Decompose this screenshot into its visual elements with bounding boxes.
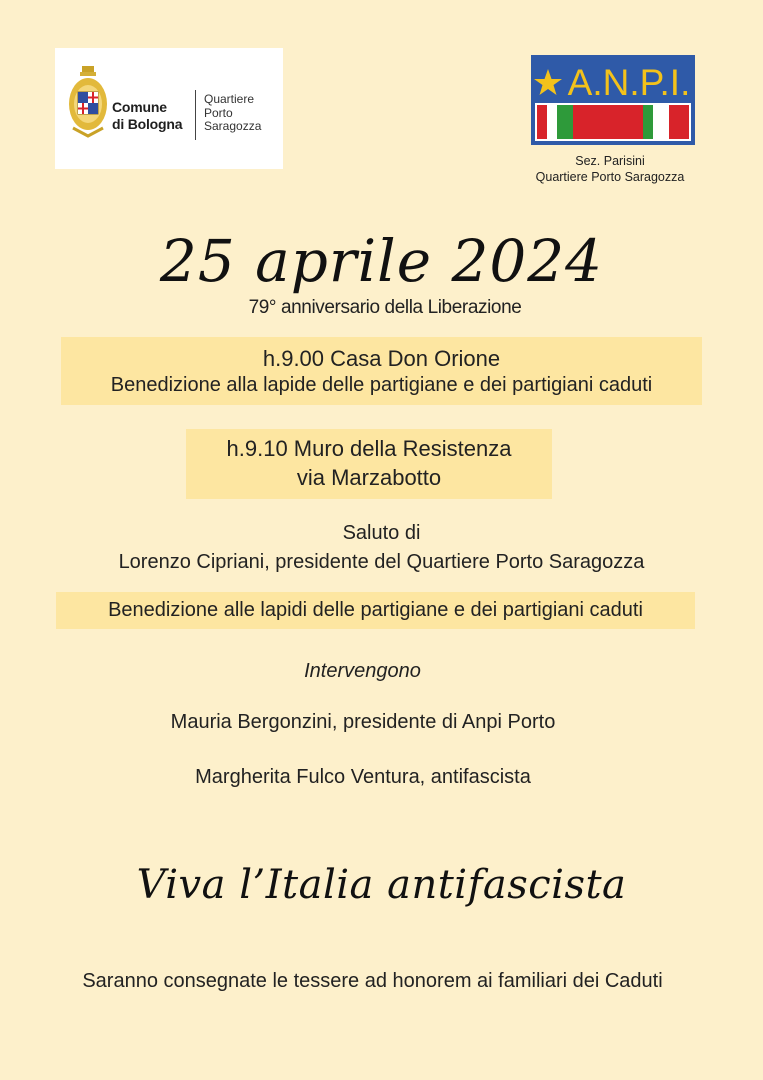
quartiere-name	[204, 93, 261, 134]
quartiere-line3: Saragozza	[204, 119, 262, 133]
event1-time-place: h.9.00 Casa Don Orione	[262, 346, 501, 371]
event-casa-don-orione	[61, 337, 702, 405]
anpi-caption	[500, 153, 720, 185]
event2-time-place: h.9.10 Muro della Resistenza	[226, 436, 512, 461]
anpi-section: Sez. Parisini	[575, 154, 645, 168]
bologna-crest-icon	[67, 64, 109, 140]
intervengono-heading: Intervengono	[304, 660, 421, 682]
saluto-heading: Saluto di	[342, 522, 421, 544]
comune-name	[112, 99, 182, 133]
anpi-quartiere: Quartiere Porto Saragozza	[535, 170, 685, 184]
comune-name-line1: Comune	[112, 99, 167, 115]
comune-name-line2: di Bologna	[112, 116, 183, 132]
event1-description: Benedizione alla lapide delle partigiane e dei partigiani caduti	[110, 374, 653, 396]
speaker-item: Mauria Bergonzini, presidente di Anpi Porto	[170, 711, 556, 733]
anpi-logo	[531, 55, 695, 145]
page-title: 25 aprile 2024	[159, 227, 604, 295]
comune-di-bologna-logo	[55, 48, 283, 169]
speaker-item: Margherita Fulco Ventura, antifascista	[195, 766, 531, 788]
anpi-logo-text: A.N.P.I.	[567, 62, 691, 103]
saluto-speaker: Lorenzo Cipriani, presidente del Quartiere Porto Saragozza	[118, 551, 645, 573]
event-muro-resistenza	[186, 429, 552, 499]
quartiere-line2: Porto	[204, 105, 233, 120]
benedizione-lapidi: Benedizione alle lapidi delle partigiane e dei partigiani caduti	[56, 592, 695, 629]
saluto-block	[0, 519, 763, 577]
slogan: Viva l’Italia antifascista	[136, 862, 627, 908]
page-subtitle: 79° anniversario della Liberazione	[248, 297, 522, 318]
footer-note: Saranno consegnate le tessere ad honorem ai familiari dei Caduti	[82, 970, 663, 992]
event2-location: via Marzabotto	[296, 465, 442, 490]
quartiere-line1: Quartiere	[204, 92, 255, 106]
logo-divider	[195, 90, 196, 140]
